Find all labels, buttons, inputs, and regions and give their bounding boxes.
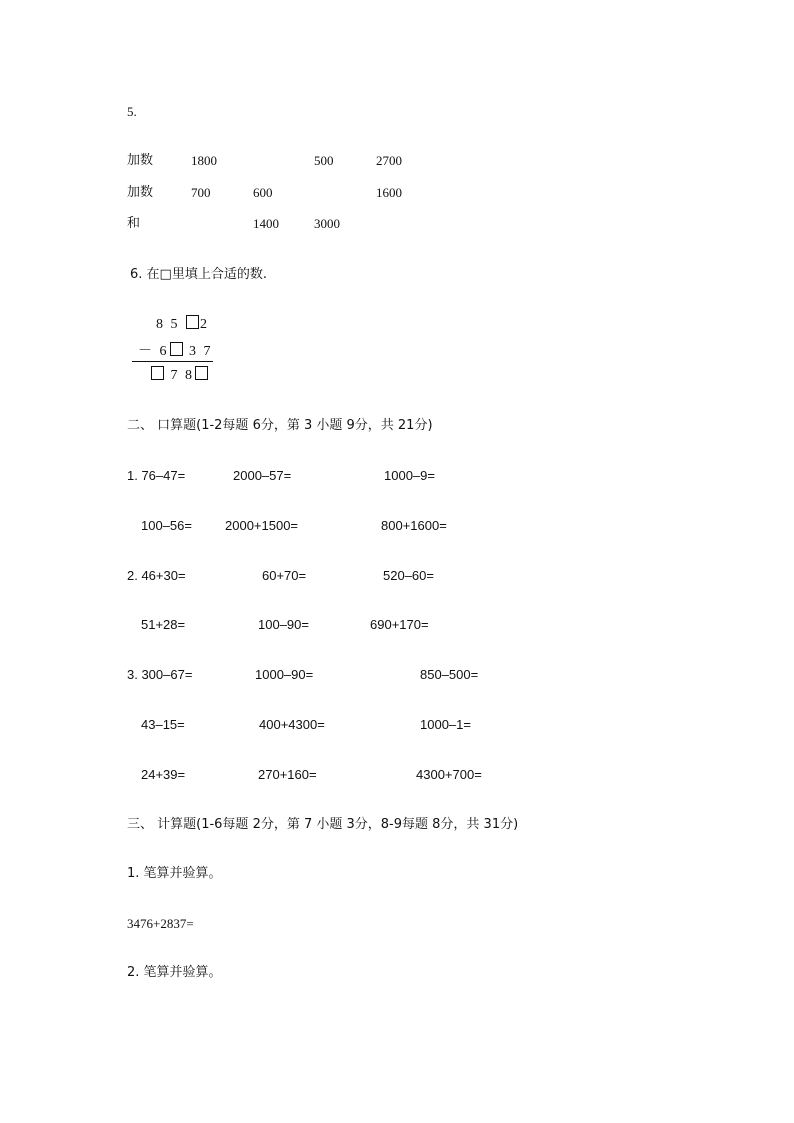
section3-title: 三、 计算题(1-6每题 2分，第 7 小题 3分，8-9每题 8分，共 31分) [127, 817, 519, 832]
problem: 1. 76–47= [127, 468, 186, 483]
q5-cell: 500 [314, 153, 334, 168]
q5-row1-label: 加数 [127, 153, 154, 168]
problem: 51+28= [141, 617, 186, 632]
problem: 24+39= [141, 767, 186, 782]
q5-cell: 3000 [314, 216, 340, 231]
section2-title: 二、 口算题(1-2每题 6分，第 3 小题 9分，共 21分) [127, 418, 433, 433]
q5-cell: 1600 [376, 185, 402, 200]
q6-line3 [150, 366, 209, 384]
q6-line1-tail: 2 [200, 317, 209, 332]
q6-line1 [156, 315, 209, 333]
problem: 1000–9= [384, 468, 435, 483]
problem: 43–15= [141, 717, 185, 732]
problem: 800+1600= [381, 518, 447, 533]
problem: 850–500= [420, 667, 479, 682]
q6-title: 6. 在□里填上合适的数. [130, 267, 267, 282]
blank-box[interactable] [151, 366, 164, 380]
problem: 3. 300–67= [127, 667, 193, 682]
problem: 2000–57= [233, 468, 292, 483]
blank-box[interactable] [170, 342, 183, 356]
blank-box[interactable] [186, 315, 199, 329]
problem: 270+160= [258, 767, 317, 782]
problem: 2000+1500= [225, 518, 299, 533]
q6-line1-digits: 8 5 [156, 317, 180, 332]
problem: 400+4300= [259, 717, 325, 732]
problem: 520–60= [383, 568, 434, 583]
blank-box[interactable] [195, 366, 208, 380]
q5-row3-label: 和 [127, 216, 141, 231]
problem: 2. 46+30= [127, 568, 186, 583]
q5-cell: 1800 [191, 153, 217, 168]
q6-line2-digit: 6 [159, 344, 169, 359]
q5-cell: 600 [253, 185, 273, 200]
q5-cell: 700 [191, 185, 211, 200]
minus-sign: － [138, 344, 154, 359]
section3-q2: 2. 笔算并验算。 [127, 965, 222, 980]
problem: 1000–1= [420, 717, 471, 732]
problem: 60+70= [262, 568, 307, 583]
section3-q1: 1. 笔算并验算。 [127, 866, 222, 881]
q5-number: 5. [127, 104, 137, 119]
problem: 690+170= [370, 617, 429, 632]
q6-line2 [138, 342, 213, 360]
q6-line2-tail: 3 7 [189, 344, 213, 359]
q6-line3-digits: 7 8 [170, 368, 194, 383]
problem: 100–56= [141, 518, 192, 533]
q5-cell: 1400 [253, 216, 279, 231]
problem: 100–90= [258, 617, 309, 632]
subtraction-rule [132, 361, 213, 362]
section3-q1-expression: 3476+2837= [127, 916, 194, 931]
q5-cell: 2700 [376, 153, 402, 168]
problem: 1000–90= [255, 667, 314, 682]
problem: 4300+700= [416, 767, 482, 782]
q5-row2-label: 加数 [127, 185, 154, 200]
